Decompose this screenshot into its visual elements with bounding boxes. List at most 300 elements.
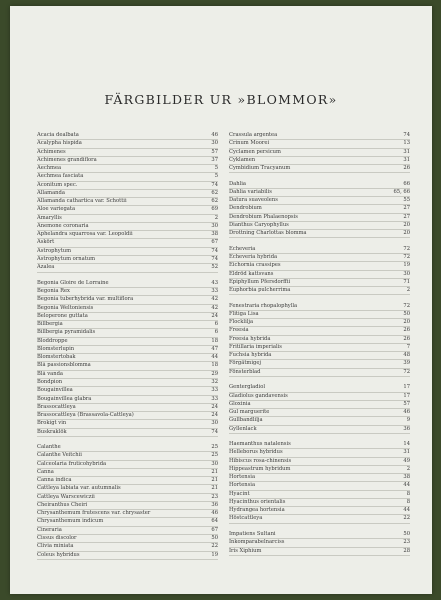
- index-entry: [229, 474, 410, 482]
- index-entry: [37, 248, 218, 256]
- entry-page-number: 23: [211, 493, 218, 500]
- index-spacer: [229, 173, 410, 180]
- index-entry: [37, 429, 218, 437]
- entry-name: Cyclamen persicum: [229, 148, 281, 155]
- entry-name: Fenestraria rhopalophylla: [229, 302, 298, 309]
- index-entry: [229, 336, 410, 344]
- index-entry: [37, 412, 218, 420]
- index-entry: [229, 539, 410, 547]
- index-entry: [37, 321, 218, 329]
- entry-name: Datura suaveolens: [229, 197, 278, 204]
- entry-page-number: 19: [403, 262, 410, 269]
- index-entry: [229, 262, 410, 270]
- entry-page-number: 72: [403, 253, 410, 260]
- index-entry: [37, 379, 218, 387]
- entry-name: Euphorbia pulcherrima: [229, 287, 291, 294]
- entry-name: Begonia tuberhybrida var. multiflora: [37, 296, 134, 303]
- entry-page-number: 42: [211, 296, 218, 303]
- entry-page-number: 36: [403, 425, 410, 432]
- index-entry: [37, 215, 218, 223]
- index-entry: [229, 140, 410, 148]
- entry-page-number: 31: [403, 156, 410, 163]
- entry-page-number: 27: [403, 205, 410, 212]
- index-entry: [229, 327, 410, 335]
- entry-name: Freesia: [229, 327, 249, 334]
- entry-name: Billbergia pyramidalis: [37, 329, 96, 336]
- index-entry: [37, 371, 218, 379]
- entry-name: Begonia Weltoniensis: [37, 304, 94, 311]
- entry-page-number: 17: [403, 384, 410, 391]
- entry-name: Cineraria: [37, 526, 62, 533]
- entry-name: Crinum Moorei: [229, 140, 270, 147]
- entry-page-number: 22: [211, 543, 218, 550]
- entry-name: Anemone coronaria: [37, 222, 89, 229]
- index-entry: [37, 502, 218, 510]
- entry-page-number: 21: [211, 485, 218, 492]
- entry-name: Begonia Gloire de Lorraine: [37, 279, 109, 286]
- entry-name: Höstcattleya: [229, 515, 263, 522]
- entry-name: Dahlia: [229, 180, 247, 187]
- entry-page-number: 67: [211, 526, 218, 533]
- entry-page-number: 13: [403, 140, 410, 147]
- index-entry: [229, 279, 410, 287]
- entry-name: Aechmea: [37, 165, 62, 172]
- entry-page-number: 30: [211, 222, 218, 229]
- index-spacer: [229, 295, 410, 302]
- entry-page-number: 64: [211, 518, 218, 525]
- entry-page-number: 39: [403, 360, 410, 367]
- index-entry: [229, 482, 410, 490]
- index-entry: [37, 354, 218, 362]
- index-entry: [37, 527, 218, 535]
- entry-page-number: 9: [406, 417, 410, 424]
- entry-name: Clivia miniata: [37, 543, 74, 550]
- entry-name: Gladiolus gandavensis: [229, 392, 288, 399]
- index-entry: [229, 409, 410, 417]
- index-entry: [37, 173, 218, 181]
- entry-name: Crassula argentea: [229, 132, 278, 138]
- entry-name: Impatiens Sultani: [229, 531, 276, 538]
- entry-page-number: 30: [211, 420, 218, 427]
- index-entry: [229, 458, 410, 466]
- index-entry: [37, 264, 218, 272]
- entry-name: Flocklilja: [229, 319, 254, 326]
- entry-name: Cattleya Warscewiczii: [37, 493, 95, 500]
- page-title: FÄRGBILDER UR »BLOMMOR»: [104, 92, 338, 107]
- index-entry: [229, 466, 410, 474]
- index-entry: [229, 205, 410, 213]
- entry-page-number: 65, 66: [393, 188, 410, 195]
- entry-name: Echeveria: [229, 245, 256, 252]
- entry-page-number: 20: [403, 319, 410, 326]
- entry-name: Gloxinia: [229, 400, 251, 407]
- entry-page-number: 74: [403, 132, 410, 138]
- entry-name: Epiphyllum Pfersdorffii: [229, 278, 291, 285]
- entry-name: Chrysanthemum frutescens var. chrysaster: [37, 510, 151, 517]
- entry-name: Calanthe: [37, 444, 61, 451]
- index-entry: [37, 552, 218, 560]
- entry-page-number: 72: [403, 368, 410, 375]
- entry-page-number: 28: [403, 547, 410, 554]
- entry-page-number: 30: [403, 270, 410, 277]
- entry-name: Gul marguerite: [229, 409, 270, 416]
- entry-page-number: 8: [406, 498, 410, 505]
- entry-page-number: 24: [211, 403, 218, 410]
- entry-name: Amaryllis: [37, 214, 62, 221]
- entry-name: Blå vanda: [37, 370, 63, 377]
- index-entry: [37, 305, 218, 313]
- index-entry: [229, 181, 410, 189]
- entry-name: Canna: [37, 468, 54, 475]
- entry-page-number: 33: [211, 288, 218, 295]
- entry-name: Dianthus Caryophyllus: [229, 221, 289, 228]
- entry-name: Blomstertobak: [37, 354, 76, 361]
- entry-page-number: 62: [211, 198, 218, 205]
- entry-name: Dahlia variabilis: [229, 188, 272, 195]
- entry-page-number: 19: [211, 551, 218, 558]
- index-entry: [229, 507, 410, 515]
- index-entry: [37, 452, 218, 460]
- entry-name: Aloe variegata: [37, 206, 76, 213]
- entry-page-number: 26: [403, 165, 410, 172]
- index-entry: [37, 296, 218, 304]
- entry-name: Cymbidium Tracyanum: [229, 165, 291, 172]
- entry-page-number: 30: [211, 140, 218, 147]
- index-entry: [229, 384, 410, 392]
- index-entry: [37, 140, 218, 148]
- index-entry: [229, 287, 410, 295]
- entry-name: Fritillaria imperialis: [229, 343, 282, 350]
- entry-page-number: 74: [211, 428, 218, 435]
- entry-name: Brassocattleya (Brassavola-Cattleya): [37, 412, 134, 419]
- index-entry: [229, 230, 410, 238]
- entry-name: Cheiranthus Cheiri: [37, 501, 88, 508]
- index-spacer: [229, 524, 410, 531]
- entry-name: Billbergia: [37, 321, 63, 328]
- index-entry: [37, 338, 218, 346]
- entry-page-number: 50: [403, 310, 410, 317]
- entry-page-number: 27: [403, 213, 410, 220]
- index-spacer: [37, 437, 218, 444]
- entry-name: Gullbandlilja: [229, 417, 263, 424]
- entry-page-number: 72: [403, 302, 410, 309]
- index-column-right: [229, 132, 410, 556]
- index-entry: [37, 543, 218, 551]
- entry-name: Begonia Rex: [37, 288, 70, 295]
- entry-page-number: 29: [211, 370, 218, 377]
- entry-name: Gentergladiol: [229, 384, 266, 391]
- entry-page-number: 74: [211, 255, 218, 262]
- index-entry: [229, 132, 410, 140]
- entry-page-number: 48: [403, 352, 410, 359]
- index-entry: [37, 510, 218, 518]
- index-entry: [229, 360, 410, 368]
- index-entry: [229, 548, 410, 556]
- index-entry: [37, 239, 218, 247]
- index-entry: [37, 346, 218, 354]
- entry-name: Hippeastrum hybridum: [229, 465, 291, 472]
- entry-page-number: 46: [403, 409, 410, 416]
- index-entry: [229, 344, 410, 352]
- index-spacer: [229, 377, 410, 384]
- entry-page-number: 46: [211, 510, 218, 517]
- entry-page-number: 5: [214, 165, 218, 172]
- index-entry: [37, 256, 218, 264]
- index-entry: [37, 535, 218, 543]
- entry-name: Eichornia crassipes: [229, 262, 281, 269]
- entry-page-number: 5: [214, 173, 218, 180]
- index-entry: [229, 165, 410, 173]
- index-entry: [37, 404, 218, 412]
- index-entry: [229, 515, 410, 523]
- index-entry: [37, 198, 218, 206]
- index-entry: [37, 477, 218, 485]
- entry-name: Aechmea fasciata: [37, 173, 84, 180]
- index-entry: [37, 518, 218, 526]
- entry-page-number: 74: [211, 247, 218, 254]
- index-entry: [229, 303, 410, 311]
- entry-name: Bougainvillea glabra: [37, 395, 92, 402]
- entry-page-number: 57: [403, 400, 410, 407]
- entry-page-number: 2: [214, 214, 218, 221]
- index-entry: [37, 288, 218, 296]
- index-entry: [229, 491, 410, 499]
- index-entry: [37, 231, 218, 239]
- index-entry: [37, 387, 218, 395]
- entry-name: Drottning Charlottas blomma: [229, 230, 307, 237]
- entry-name: Brokigt vin: [37, 420, 67, 427]
- entry-name: Gyllenlack: [229, 425, 257, 432]
- entry-name: Dendrobium: [229, 205, 262, 212]
- entry-page-number: 52: [211, 264, 218, 271]
- entry-page-number: 72: [403, 245, 410, 252]
- entry-name: Echeveria hybrida: [229, 253, 278, 260]
- entry-name: Förgätmigej: [229, 360, 261, 367]
- entry-page-number: 24: [211, 412, 218, 419]
- entry-page-number: 32: [211, 378, 218, 385]
- entry-name: Fuchsia hybrida: [229, 352, 272, 359]
- entry-name: Inkomparabelnarciss: [229, 539, 285, 546]
- entry-page-number: 18: [211, 337, 218, 344]
- entry-page-number: 2: [406, 287, 410, 294]
- index-entry: [229, 319, 410, 327]
- entry-page-number: 26: [403, 327, 410, 334]
- entry-page-number: 25: [211, 452, 218, 459]
- entry-name: Cissus discolor: [37, 535, 77, 542]
- index-entry: [37, 494, 218, 502]
- entry-name: Acacia dealbata: [37, 132, 79, 138]
- entry-name: Cyklamen: [229, 156, 256, 163]
- index-spacer: [229, 434, 410, 441]
- entry-name: Fönsterblad: [229, 368, 261, 375]
- entry-name: Allamanda cathartica var. Schottii: [37, 198, 127, 205]
- index-entry: [229, 271, 410, 279]
- index-entry: [37, 206, 218, 214]
- index-entry: [229, 426, 410, 434]
- entry-page-number: 2: [406, 465, 410, 472]
- entry-name: Calceolaria fruticohybrida: [37, 460, 107, 467]
- entry-page-number: 7: [406, 343, 410, 350]
- entry-page-number: 17: [403, 392, 410, 399]
- entry-name: Canna indica: [37, 477, 72, 484]
- entry-name: Hydrangea hortensia: [229, 507, 285, 514]
- entry-name: Blå passionsblomma: [37, 362, 91, 369]
- entry-name: Hortensia: [229, 482, 256, 489]
- index-entry: [37, 280, 218, 288]
- index-entry: [37, 396, 218, 404]
- index-entry: [229, 149, 410, 157]
- index-entry: [229, 531, 410, 539]
- entry-page-number: 37: [211, 156, 218, 163]
- index-entry: [229, 369, 410, 377]
- entry-page-number: 44: [403, 482, 410, 489]
- entry-name: Bougainvillea: [37, 387, 73, 394]
- entry-page-number: 67: [211, 239, 218, 246]
- entry-name: Astrophytum ornatum: [37, 255, 96, 262]
- entry-page-number: 44: [211, 354, 218, 361]
- index-entry: [37, 223, 218, 231]
- entry-page-number: 62: [211, 189, 218, 196]
- index-entry: [229, 401, 410, 409]
- entry-page-number: 33: [211, 395, 218, 402]
- index-entry: [229, 189, 410, 197]
- entry-name: Flitiga Lisa: [229, 310, 259, 317]
- index-entry: [229, 449, 410, 457]
- index-entry: [229, 352, 410, 360]
- entry-name: Eldröd kattsvans: [229, 270, 274, 277]
- entry-name: Haemanthus natalensis: [229, 441, 291, 448]
- index-entry: [37, 469, 218, 477]
- entry-name: Achimenes: [37, 148, 66, 155]
- entry-page-number: 22: [403, 515, 410, 522]
- entry-name: Dendrobium Phalaenopsis: [229, 213, 298, 220]
- entry-name: Aphelandra squarrosa var. Leopoldii: [37, 231, 133, 238]
- entry-page-number: 6: [214, 329, 218, 336]
- entry-page-number: 21: [211, 468, 218, 475]
- entry-name: Askört: [37, 239, 55, 246]
- entry-page-number: 74: [211, 181, 218, 188]
- entry-name: Astrophytum: [37, 247, 72, 254]
- index-entry: [229, 417, 410, 425]
- entry-page-number: 26: [403, 335, 410, 342]
- index-spacer: [229, 238, 410, 245]
- index-entry: [229, 197, 410, 205]
- entry-page-number: 42: [211, 304, 218, 311]
- index-entry: [37, 165, 218, 173]
- index-column-left: [37, 132, 218, 560]
- entry-page-number: 66: [403, 180, 410, 187]
- entry-page-number: 38: [211, 231, 218, 238]
- index-entry: [37, 420, 218, 428]
- entry-name: Calanthe Veitchii: [37, 452, 82, 459]
- index-entry: [37, 329, 218, 337]
- entry-name: Chrysanthemum indicum: [37, 518, 104, 525]
- entry-page-number: 24: [211, 312, 218, 319]
- entry-name: Acalypha hispida: [37, 140, 82, 147]
- index-entry: [229, 214, 410, 222]
- entry-page-number: 23: [403, 539, 410, 546]
- entry-page-number: 57: [211, 148, 218, 155]
- index-spacer: [37, 273, 218, 280]
- entry-name: Hyacinthus orientalis: [229, 498, 286, 505]
- entry-page-number: 46: [211, 132, 218, 138]
- entry-name: Hyacint: [229, 490, 250, 497]
- entry-page-number: 6: [214, 321, 218, 328]
- entry-name: Freesia hybrida: [229, 335, 271, 342]
- index-entry: [37, 157, 218, 165]
- index-entry: [229, 499, 410, 507]
- entry-name: Aconitum spec.: [37, 181, 78, 188]
- index-entry: [37, 461, 218, 469]
- entry-page-number: 33: [211, 387, 218, 394]
- index-entry: [37, 362, 218, 370]
- index-entry: [37, 190, 218, 198]
- entry-name: Cattleya labiata var. autumnalis: [37, 485, 121, 492]
- index-entry: [229, 393, 410, 401]
- entry-page-number: 71: [403, 278, 410, 285]
- entry-page-number: 21: [211, 477, 218, 484]
- entry-page-number: 8: [406, 490, 410, 497]
- entry-page-number: 14: [403, 441, 410, 448]
- entry-page-number: 30: [211, 460, 218, 467]
- entry-page-number: 31: [403, 148, 410, 155]
- entry-name: Buskraklök: [37, 428, 67, 435]
- index-entry: [37, 313, 218, 321]
- index-entry: [229, 222, 410, 230]
- entry-page-number: 25: [211, 444, 218, 451]
- entry-name: Helleborus hybridus: [229, 449, 283, 456]
- entry-page-number: 50: [403, 531, 410, 538]
- entry-name: Azalea: [37, 264, 55, 271]
- entry-name: Coleus hybridus: [37, 551, 80, 558]
- entry-name: Blomsterlupin: [37, 345, 75, 352]
- entry-page-number: 47: [211, 345, 218, 352]
- entry-page-number: 20: [403, 230, 410, 237]
- entry-page-number: 69: [211, 206, 218, 213]
- entry-name: Hibiscus rosa-chinensis: [229, 457, 292, 464]
- index-entry: [37, 149, 218, 157]
- index-entry: [229, 246, 410, 254]
- entry-name: Achimenes grandiflora: [37, 156, 97, 163]
- entry-page-number: 36: [211, 501, 218, 508]
- entry-page-number: 43: [211, 279, 218, 286]
- index-entry: [37, 444, 218, 452]
- entry-page-number: 55: [403, 197, 410, 204]
- entry-name: Hortensia: [229, 474, 256, 481]
- entry-name: Bondpion: [37, 378, 63, 385]
- index-entry: [37, 132, 218, 140]
- entry-name: Brassocattleya: [37, 403, 76, 410]
- entry-page-number: 18: [211, 362, 218, 369]
- index-entry: [37, 182, 218, 190]
- entry-name: Iris Xiphium: [229, 547, 262, 554]
- entry-page-number: 49: [403, 457, 410, 464]
- entry-page-number: 38: [403, 474, 410, 481]
- entry-page-number: 50: [211, 535, 218, 542]
- entry-page-number: 44: [403, 507, 410, 514]
- entry-name: Bloddroppe: [37, 337, 68, 344]
- index-entry: [229, 157, 410, 165]
- entry-page-number: 31: [403, 449, 410, 456]
- index-entry: [229, 441, 410, 449]
- index-entry: [37, 485, 218, 493]
- index-page: [10, 6, 432, 594]
- index-entry: [229, 254, 410, 262]
- index-entry: [229, 311, 410, 319]
- entry-name: Beloperone guttata: [37, 312, 88, 319]
- entry-name: Allamanda: [37, 189, 65, 196]
- entry-page-number: 20: [403, 221, 410, 228]
